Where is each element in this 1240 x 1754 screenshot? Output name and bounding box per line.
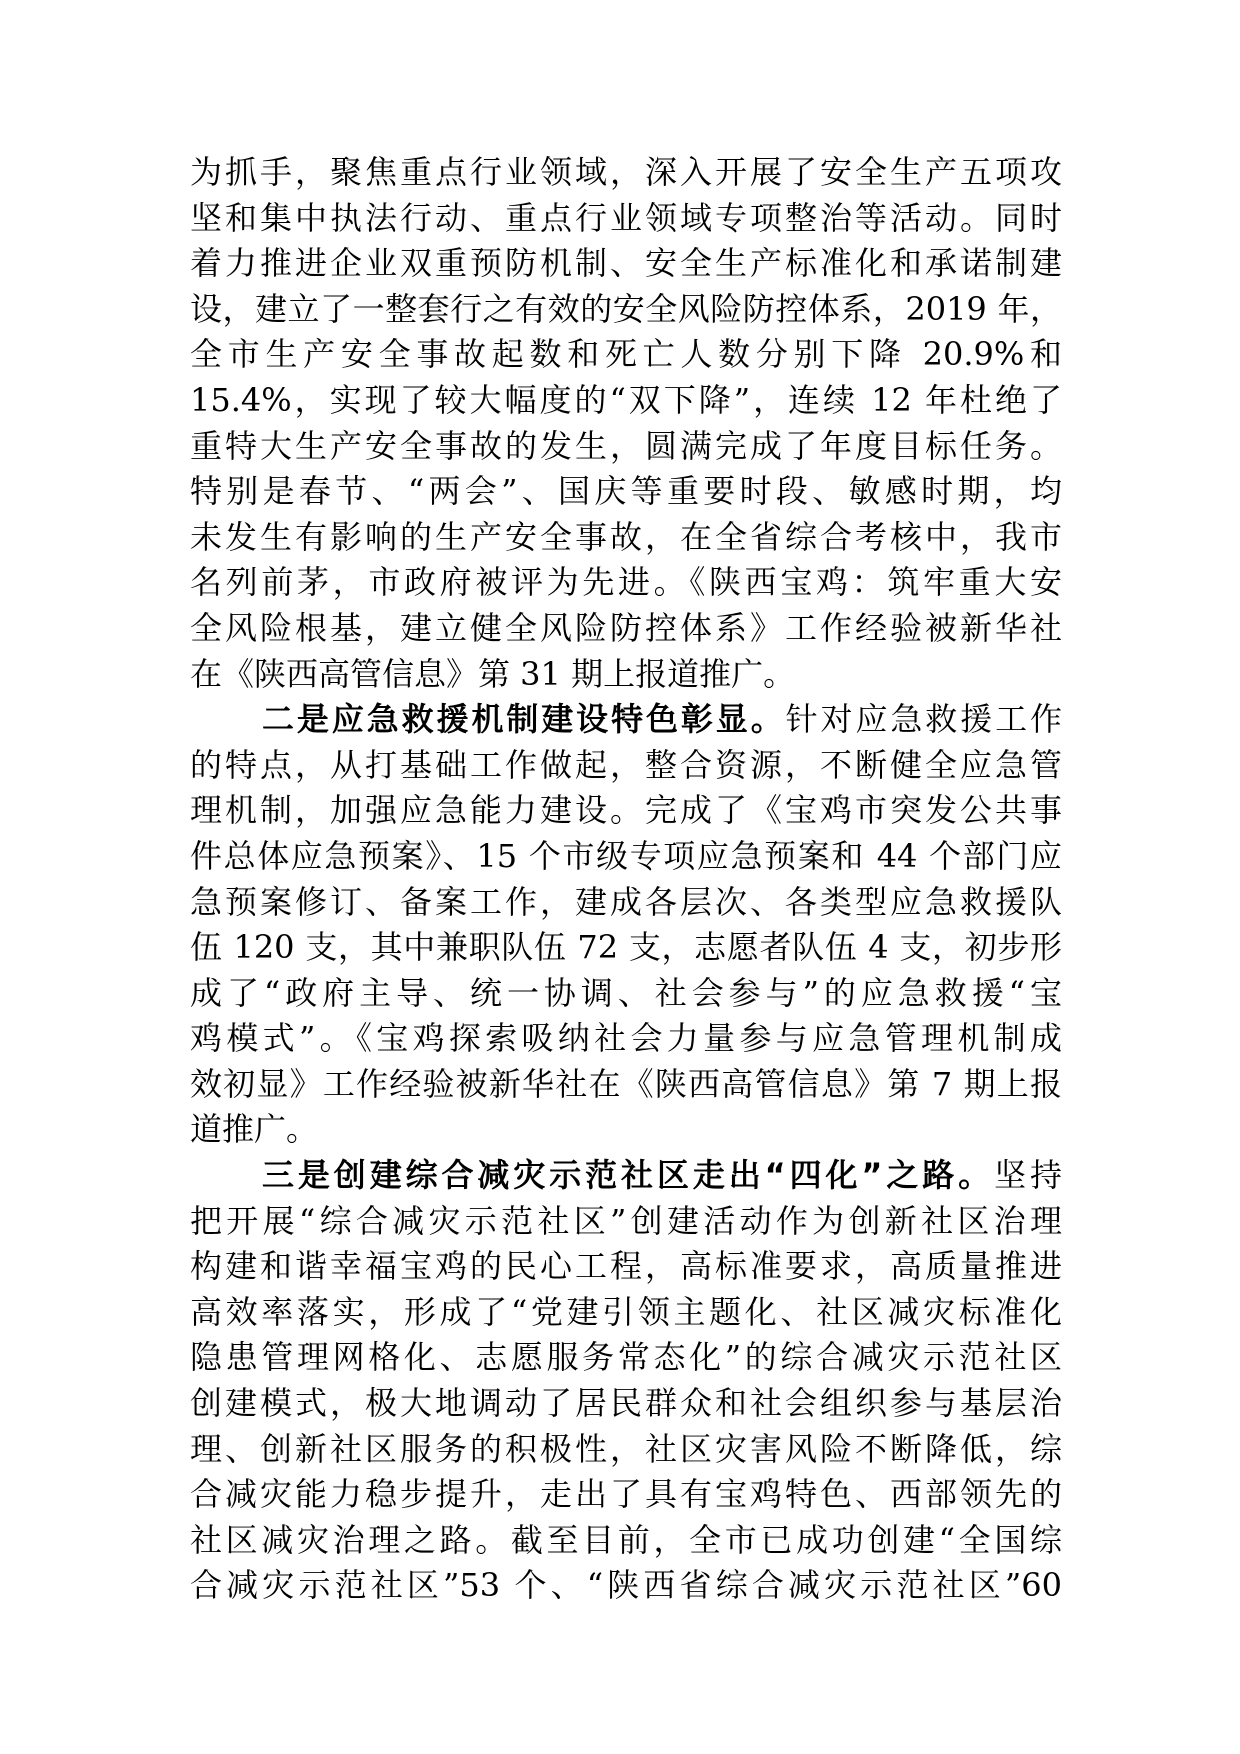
text-line: 把开展“综合减灾示范社区”创建活动作为创新社区治理 [190, 1201, 1062, 1240]
section-heading: 二是应急救援机制建设特色彰显。 [262, 700, 786, 739]
text-line: 设，建立了一整套行之有效的安全风险防控体系，2019 年， [190, 289, 1062, 328]
text-line: 道推广。 [190, 1110, 319, 1149]
text-line: 件总体应急预案》、15 个市级专项应急预案和 44 个部门应 [190, 836, 1062, 875]
text-line: 构建和谐幸福宝鸡的民心工程，高标准要求，高质量推进 [190, 1247, 1062, 1286]
text-line: 特别是春节、“两会”、国庆等重要时段、敏感时期，均 [190, 472, 1062, 511]
text-line: 合减灾示范社区”53 个、“陕西省综合减灾示范社区”60 [190, 1566, 1062, 1605]
text-line: 着力推进企业双重预防机制、安全生产标准化和承诺制建 [190, 244, 1062, 283]
text-line: 成了“政府主导、统一协调、社会参与”的应急救援“宝 [190, 973, 1062, 1012]
text-line: 急预案修订、备案工作，建成各层次、各类型应急救援队 [190, 882, 1062, 921]
text-line: 理机制，加强应急能力建设。完成了《宝鸡市突发公共事 [190, 791, 1062, 830]
text-line: 创建模式，极大地调动了居民群众和社会组织参与基层治 [190, 1384, 1062, 1423]
text-line: 未发生有影响的生产安全事故，在全省综合考核中，我市 [190, 517, 1062, 556]
text-run: 针对应急救援工作 [785, 700, 1062, 739]
text-line: 名列前茅，市政府被评为先进。《陕西宝鸡：筑牢重大安 [190, 563, 1062, 602]
text-line: 坚和集中执法行动、重点行业领域专项整治等活动。同时 [190, 198, 1062, 237]
text-line: 理、创新社区服务的积极性，社区灾害风险不断降低，综 [190, 1429, 1062, 1468]
text-line: 效初显》工作经验被新华社在《陕西高管信息》第 7 期上报 [190, 1064, 1062, 1103]
text-line: 高效率落实，形成了“党建引领主题化、社区减灾标准化 [190, 1292, 1062, 1331]
text-line: 合减灾能力稳步提升，走出了具有宝鸡特色、西部领先的 [190, 1475, 1062, 1514]
text-line: 全市生产安全事故起数和死亡人数分别下降 20.9%和 [190, 335, 1062, 374]
text-line: 为抓手，聚焦重点行业领域，深入开展了安全生产五项攻 [190, 153, 1062, 191]
text-line: 重特大生产安全事故的发生，圆满完成了年度目标任务。 [190, 426, 1062, 465]
text-line: 的特点，从打基础工作做起，整合资源，不断健全应急管 [190, 745, 1062, 784]
text-run: 坚持 [994, 1156, 1062, 1195]
text-line: 鸡模式”。《宝鸡探索吸纳社会力量参与应急管理机制成 [190, 1019, 1062, 1058]
section-heading: 三是创建综合减灾示范社区走出“四化”之路。 [262, 1156, 995, 1195]
text-line: 在《陕西高管信息》第 31 期上报道推广。 [190, 654, 796, 693]
text-line: 社区减灾治理之路。截至目前，全市已成功创建“全国综 [190, 1520, 1062, 1559]
text-line: 15.4%，实现了较大幅度的“双下降”，连续 12 年杜绝了 [190, 380, 1062, 419]
body-text [190, 150, 1062, 1609]
paragraph-first-line [190, 697, 1062, 743]
text-line: 隐患管理网格化、志愿服务常态化”的综合减灾示范社区 [190, 1338, 1062, 1377]
text-line: 全风险根基，建立健全风险防控体系》工作经验被新华社 [190, 608, 1062, 647]
paragraph-first-line [190, 1153, 1062, 1199]
text-line: 伍 120 支，其中兼职队伍 72 支，志愿者队伍 4 支，初步形 [190, 928, 1062, 967]
